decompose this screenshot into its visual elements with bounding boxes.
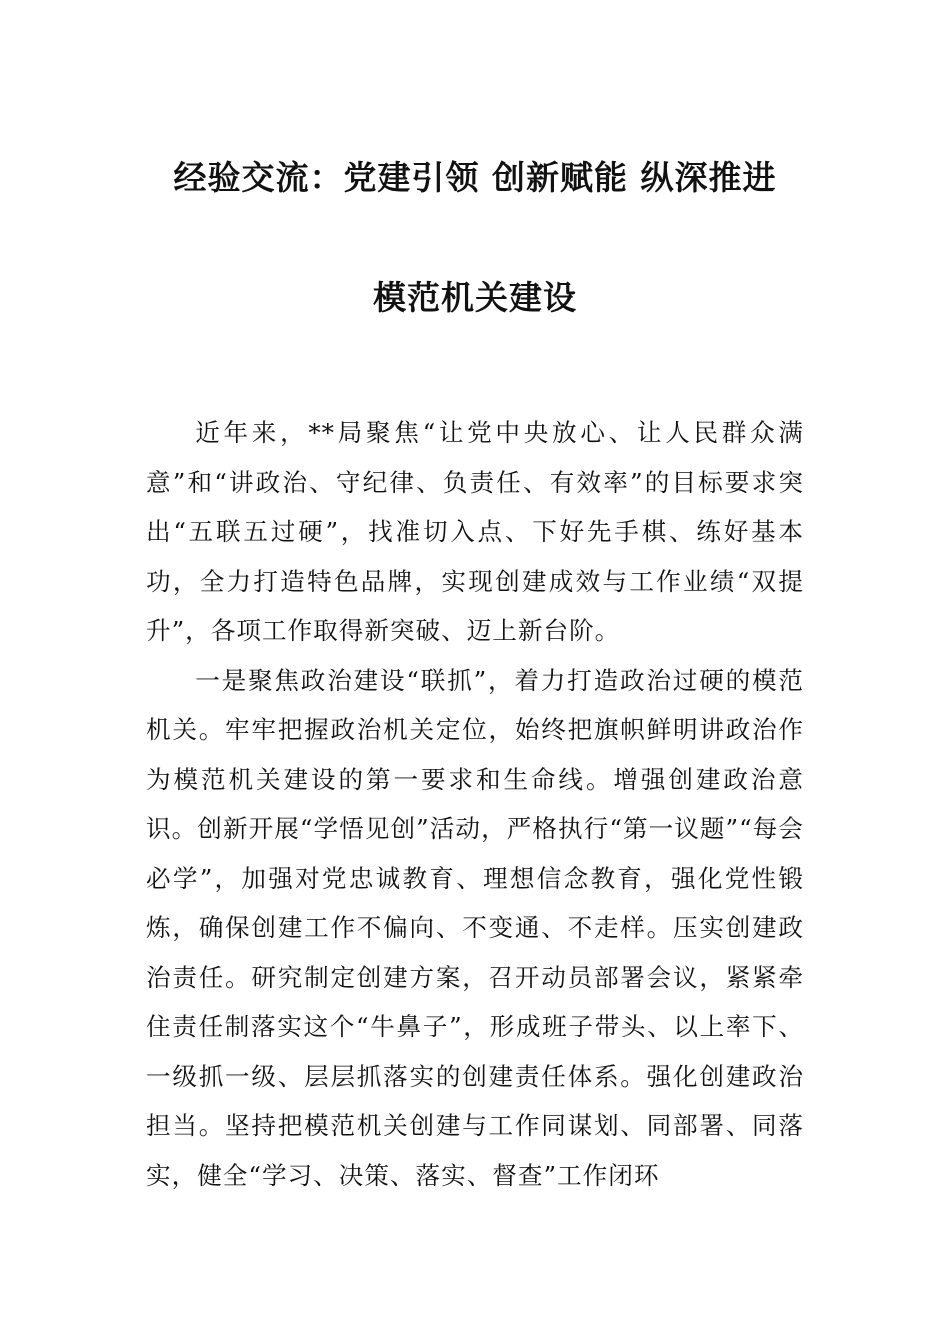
document-body (146, 408, 804, 1200)
paragraph-intro: 近年来，**局聚焦“让党中央放心、让人民群众满意”和“讲政治、守纪律、负责任、有效率”的目标要求突出“五联五过硬”，找准切入点、下好先手棋、练好基本功，全力打造特色品牌，实现创建成效与工作业绩“双提升”，各项工作取得新突破、迈上新台阶。 (146, 418, 804, 645)
document-title-line-2: 模范机关建设 (373, 278, 577, 317)
document-title-line-1: 经验交流：党建引领 创新赋能 纵深推进 (173, 158, 777, 197)
paragraph-political-building: 一是聚焦政治建设“联抓”，着力打造政治过硬的模范机关。牢牢把握政治机关定位，始终把旗帜鲜明讲政治作为模范机关建设的第一要求和生命线。增强创建政治意识。创新开展“学悟见创”活动，严格执行“第一议题”“每会必学”，加强对党忠诚教育、理想信念教育，强化党性锻炼，确保创建工作不偏向、不变通、不走样。压实创建政治责任。研究制定创建方案，召开动员部署会议，紧紧牵住责任制落实这个“牛鼻子”，形成班子带头、以上率下、一级抓一级、层层抓落实的创建责任体系。强化创建政治担当。坚持把模范机关创建与工作同谋划、同部署、同落实，健全“学习、决策、落实、督查”工作闭环 (146, 665, 804, 1190)
